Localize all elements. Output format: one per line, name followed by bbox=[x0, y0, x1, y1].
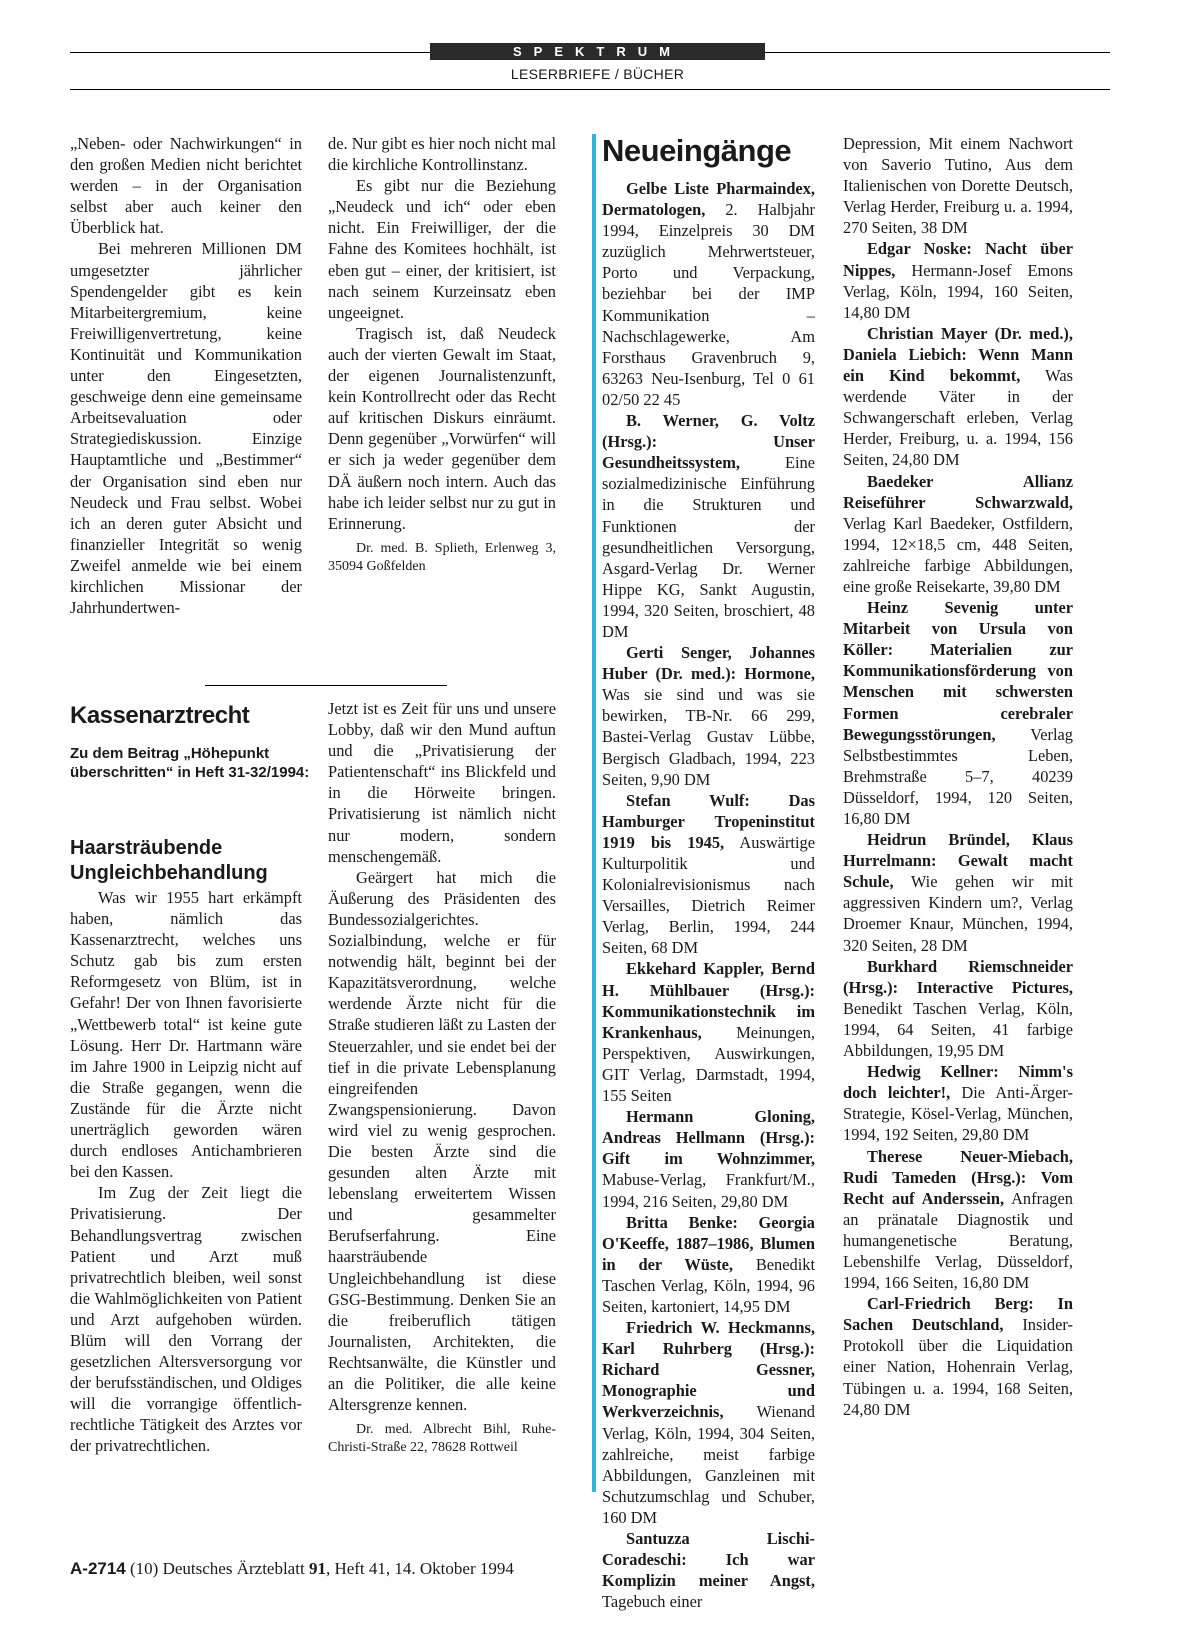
book-title: Therese Neuer-Miebach, Rudi Tameden (Hrsg.): Vom Recht auf Anderssein, bbox=[843, 1146, 1073, 1208]
book-entry bbox=[843, 956, 1073, 1061]
book-title: Baedeker Allianz Reiseführer Schwarzwald, bbox=[843, 471, 1073, 512]
separator-rule bbox=[205, 685, 447, 686]
book-entry bbox=[602, 1106, 815, 1211]
book-details: Wie gehen wir mit aggressiven Kindern um?, Verlag Droemer Knaur, München, 1994, 320 Seiten, 28 DM bbox=[843, 872, 1073, 955]
section-heading: Neueingänge bbox=[602, 133, 792, 168]
book-details: Benedikt Taschen Verlag, Köln, 1994, 96 Seiten, kartoniert, 14,95 DM bbox=[602, 1254, 815, 1316]
letter-signature: Dr. med. Albrecht Bihl, Ruhe-Christi-Straße 22, 78628 Rottweil bbox=[328, 1422, 556, 1456]
book-title: Carl-Friedrich Berg: In Sachen Deutschland, bbox=[843, 1294, 1073, 1335]
book-title: Edgar Noske: Nacht über Nippes, bbox=[843, 239, 1073, 280]
kassen-col2 bbox=[328, 698, 556, 1457]
book-title: Santuzza Lischi-Coradeschi: Ich war Komplizin meiner Angst, bbox=[602, 1529, 815, 1591]
letter-signature: Dr. med. B. Splieth, Erlenweg 3, 35094 Goßfelden bbox=[328, 540, 556, 574]
book-details: Meinungen, Perspektiven, Auswirkungen, GIT Verlag, Darmstadt, 1994, 155 Seiten bbox=[602, 1022, 815, 1106]
book-entry bbox=[843, 597, 1073, 829]
book-entry bbox=[602, 958, 815, 1106]
paragraph: Im Zug der Zeit liegt die Privatisierung. Der Behandlungsvertrag zwischen Patient und Arzt muß privatrechtlich bleiben, weil sonst die Wahlmöglichkeiten von Patient und Arzt aufgehoben würden. Blüm will den Vorrang der gesetzlichen Altersversorgung vor der berufsständischen, und Oldiges will die vorrangige öffentlich-rechtliche Tätigkeit des Arztes vor der privatrechtlichen. bbox=[70, 1183, 302, 1456]
book-details: Insider-Protokoll über die Liquidation einer Nation, Hohenrain Verlag, Tübingen u. a. 1994, 168 Seiten, 24,80 DM bbox=[843, 1315, 1073, 1419]
footer-text: (10) Deutsches Ärzteblatt bbox=[125, 1559, 309, 1578]
accent-bar bbox=[592, 134, 596, 1492]
paragraph: Bei mehreren Millionen DM umgesetzter jährlicher Spendengelder gibt es kein Mitarbeitergremium, keine Freiwilligenvertretung, keine Kontinuität und Kommunikation unter den Eingesetzten, geschweige denn eine gemeinsame Arbeitsevaluation oder Strategiediskussion. Einzige Hauptamtliche und „Bestimmer“ der Organisation sind eben nur Neudeck und Frau selbst. Wobei ich an deren guter Absicht und finanzieller Integrität so wenig Zweifel anmelde wie bei einem kirchlichen Missionar der Jahrhundertwen- bbox=[70, 239, 302, 618]
book-details: Was sie sind und was sie bewirken, TB-Nr. 66 299, Bastei-Verlag Gustav Lübbe, Bergisch Gladbach, 1994, 223 Seiten, 9,90 DM bbox=[602, 685, 815, 789]
footer-issue: , Heft 41, 14. Oktober 1994 bbox=[325, 1559, 514, 1578]
book-details: Hermann-Josef Emons Verlag, Köln, 1994, 160 Seiten, 14,80 DM bbox=[843, 260, 1073, 322]
book-title: Gerti Senger, Johannes Huber (Dr. med.): Hormone, bbox=[602, 643, 815, 684]
article-reference: Zu dem Beitrag „Höhepunkt überschritten“ in Heft 31-32/1994: bbox=[70, 745, 310, 781]
book-entry bbox=[843, 323, 1073, 471]
books-col1 bbox=[602, 178, 815, 1612]
book-entry bbox=[843, 1293, 1073, 1420]
page-number: A-2714 bbox=[70, 1559, 126, 1578]
book-title: Burkhard Riemschneider (Hrsg.): Interactive Pictures, bbox=[843, 956, 1073, 997]
book-entry bbox=[602, 1317, 815, 1528]
book-details: Anfragen an pränatale Diagnostik und humangenetische Beratung, Lebenshilfe Verlag, Düsseldorf, 1994, 166 Seiten, 16,80 DM bbox=[843, 1188, 1073, 1293]
kassen-col1 bbox=[70, 887, 302, 1457]
book-title: Ekkehard Kappler, Bernd H. Mühlbauer (Hrsg.): Kommunikationstechnik im Krankenhaus, bbox=[602, 959, 815, 1042]
paragraph: Tragisch ist, daß Neudeck auch der vierten Gewalt im Staat, der eigenen Journalistenzunft, kein Kontrollrecht oder das Recht auf kritischen Diskurs einräumt. Denn gegenüber „Vorwürfen“ will er sich ja weder gegenüber dem DÄ äußern noch intern. Auch das habe ich leider selbst nur zu gut in Erinnerung. bbox=[328, 323, 556, 533]
book-entry bbox=[843, 471, 1073, 598]
book-details: Was werdende Väter in der Schwangerschaft erleben, Verlag Herder, Freiburg, u. a. 1994, 156 Seiten, 24,80 DM bbox=[843, 366, 1073, 470]
page-footer bbox=[70, 1559, 514, 1579]
book-details: Benedikt Taschen Verlag, Köln, 1994, 64 Seiten, 41 farbige Abbildungen, 19,95 DM bbox=[843, 998, 1073, 1061]
book-title: Britta Benke: Georgia O'Keeffe, 1887–1986, Blumen in der Wüste, bbox=[602, 1212, 815, 1274]
letter1-col2 bbox=[328, 133, 556, 576]
book-title: Christian Mayer (Dr. med.), Daniela Liebich: Wenn Mann ein Kind bekommt, bbox=[843, 323, 1073, 386]
book-details: 2. Halbjahr 1994, Einzelpreis 30 DM zuzüglich Mehrwertsteuer, Porto und Verpackung, beziehbar bei der IMP Kommunikation – Nachschlagewerke, Am Forsthaus Gravenbruch 9, 63263 Neu-Isenburg, Tel 0 61 02/50 22 45 bbox=[602, 200, 815, 409]
book-entry bbox=[843, 829, 1073, 956]
letter-title: Haarsträubende Ungleichbehandlung bbox=[70, 837, 268, 884]
book-title: Hedwig Kellner: Nimm's doch leichter!, bbox=[843, 1062, 1073, 1103]
book-details: Mabuse-Verlag, Frankfurt/M., 1994, 216 Seiten, 29,80 DM bbox=[602, 1170, 815, 1211]
volume-number: 91 bbox=[308, 1559, 326, 1578]
book-details: Verlag Karl Baedeker, Ostfildern, 1994, 12×18,5 cm, 448 Seiten, zahlreiche farbige Abbildungen, eine große Reisekarte, 39,80 DM bbox=[843, 513, 1073, 596]
book-entry bbox=[602, 642, 815, 790]
letter1-col1 bbox=[70, 133, 302, 618]
book-entry bbox=[843, 238, 1073, 322]
book-title: Friedrich W. Heckmanns, Karl Ruhrberg (Hrsg.): Richard Gessner, Monographie und Werkverzeichnis, bbox=[602, 1318, 815, 1422]
subsection-label: LESERBRIEFE / BÜCHER bbox=[510, 66, 685, 82]
book-entry bbox=[602, 178, 815, 410]
book-entry bbox=[602, 1528, 815, 1612]
book-entry bbox=[602, 1212, 815, 1317]
book-details: Tagebuch einer bbox=[602, 1592, 703, 1612]
paragraph: Jetzt ist es Zeit für uns und unsere Lobby, daß wir den Mund auftun und die „Privatisierung der Patientenschaft“ ins Blickfeld und in die Hörweite bringen. Privatisierung ist nämlich nicht nur modern, sondern menschengemäß. bbox=[328, 699, 556, 866]
book-details: Wienand Verlag, Köln, 1994, 304 Seiten, zahlreiche, meist farbige Abbildungen, Ganzleinen mit Schutzumschlag und Schuber, 160 DM bbox=[602, 1402, 815, 1527]
book-title: Heinz Sevenig unter Mitarbeit von Ursula von Köller: Materialien zur Kommunikationsförderung von Menschen mit schwersten Formen cerebraler Bewegungsstörungen, bbox=[843, 598, 1073, 744]
book-entry bbox=[843, 133, 1073, 238]
section-heading: Kassenarztrecht bbox=[70, 702, 250, 729]
header-rule-bottom bbox=[70, 89, 1110, 90]
book-details: Verlag Selbstbestimmtes Leben, Brehmstraße 5–7, 40239 Düsseldorf, 1994, 120 Seiten, 16,80 DM bbox=[843, 724, 1073, 828]
paragraph: Geärgert hat mich die Äußerung des Präsidenten des Bundessozialgerichtes. Sozialbindung, welche er für notwendig hält, beginnt bei der Kapazitätsverordnung, welche werdende Ärzte nicht für die Straße studieren läßt zu Lasten der Steuerzahler, und sie endet bei der tief in die private Lebensplanung eingreifenden Zwangspensionierung. Davon wird viel zu wenig gesprochen. Die besten Ärzte sind die gesunden alten Ärzte mit lebenslang erweitertem Wissen und gesammelter Berufserfahrung. Eine haarsträubende Ungleichbehandlung ist diese GSG-Bestimmung. Denken Sie an die freiberuflich tätigen Journalisten, Architekten, die Rechtsanwälte, die Künstler und an die Politiker, die alle keine Altersgrenze kennen. bbox=[328, 867, 556, 1415]
book-entry bbox=[602, 410, 815, 642]
book-title: B. Werner, G. Voltz (Hrsg.): Unser Gesundheitssystem, bbox=[602, 411, 815, 473]
paragraph: Es gibt nur die Beziehung „Neudeck und ich“ oder eben nicht. Ein Freiwilliger, der die Fahne des Komitees hochhält, ist eben gut – einer, der kritisiert, ist nach seinem Kurzeinsatz eben ungeeignet. bbox=[328, 176, 556, 322]
book-title: Heidrun Bründel, Klaus Hurrelmann: Gewalt macht Schule, bbox=[843, 830, 1073, 892]
paragraph: Was wir 1955 hart erkämpft haben, nämlich das Kassenarztrecht, welches uns Schutz gab bis zum ersten Reformgesetz von Blüm, ist in Gefahr! Der von Ihnen favorisierte „Wettbewerb total“ ist keine gute Lösung. Herr Dr. Hartmann wäre im Jahre 1900 in Leipzig nicht auf die Straße gegangen, wenn die Zustände für die Ärzte nicht unerträglich geworden wären durch endloses Antichambrieren bei den Kassen. bbox=[70, 888, 302, 1182]
book-details: Eine sozialmedizinische Einführung in die Strukturen und Funktionen der gesundheitlichen Versorgung, Asgard-Verlag Dr. Werner Hippe KG, Sankt Augustin, 1994, 320 Seiten, broschiert, 48 DM bbox=[602, 453, 815, 641]
book-details: Die Anti-Ärger-Strategie, Kösel-Verlag, München, 1994, 192 Seiten, 29,80 DM bbox=[843, 1083, 1073, 1145]
book-title: Stefan Wulf: Das Hamburger Tropeninstitut 1919 bis 1945, bbox=[602, 790, 815, 852]
books-col2 bbox=[843, 133, 1073, 1420]
section-label: SPEKTRUM bbox=[430, 43, 765, 60]
book-details: Auswärtige Kulturpolitik und Kolonialrevisionismus nach Versailles, Dietrich Reimer Verlag, Berlin, 1994, 244 Seiten, 68 DM bbox=[602, 832, 815, 958]
book-title: Gelbe Liste Pharmaindex, Dermatologen, bbox=[602, 179, 815, 220]
book-entry bbox=[843, 1146, 1073, 1294]
paragraph: de. Nur gibt es hier noch nicht mal die kirchliche Kontrollinstanz. bbox=[328, 134, 556, 175]
book-title: Hermann Gloning, Andreas Hellmann (Hrsg.): Gift im Wohnzimmer, bbox=[602, 1107, 815, 1169]
book-details: Depression, Mit einem Nachwort von Saverio Tutino, Aus dem Italienischen von Dorette Deutsch, Verlag Herder, Freiburg u. a. 1994, 270 Seiten, 38 DM bbox=[843, 134, 1073, 238]
book-entry bbox=[843, 1061, 1073, 1145]
paragraph: „Neben- oder Nachwirkungen“ in den großen Medien nicht berichtet werden – in der Organisation selbst aber auch keiner den Überblick hat. bbox=[70, 134, 302, 238]
book-entry bbox=[602, 790, 815, 959]
